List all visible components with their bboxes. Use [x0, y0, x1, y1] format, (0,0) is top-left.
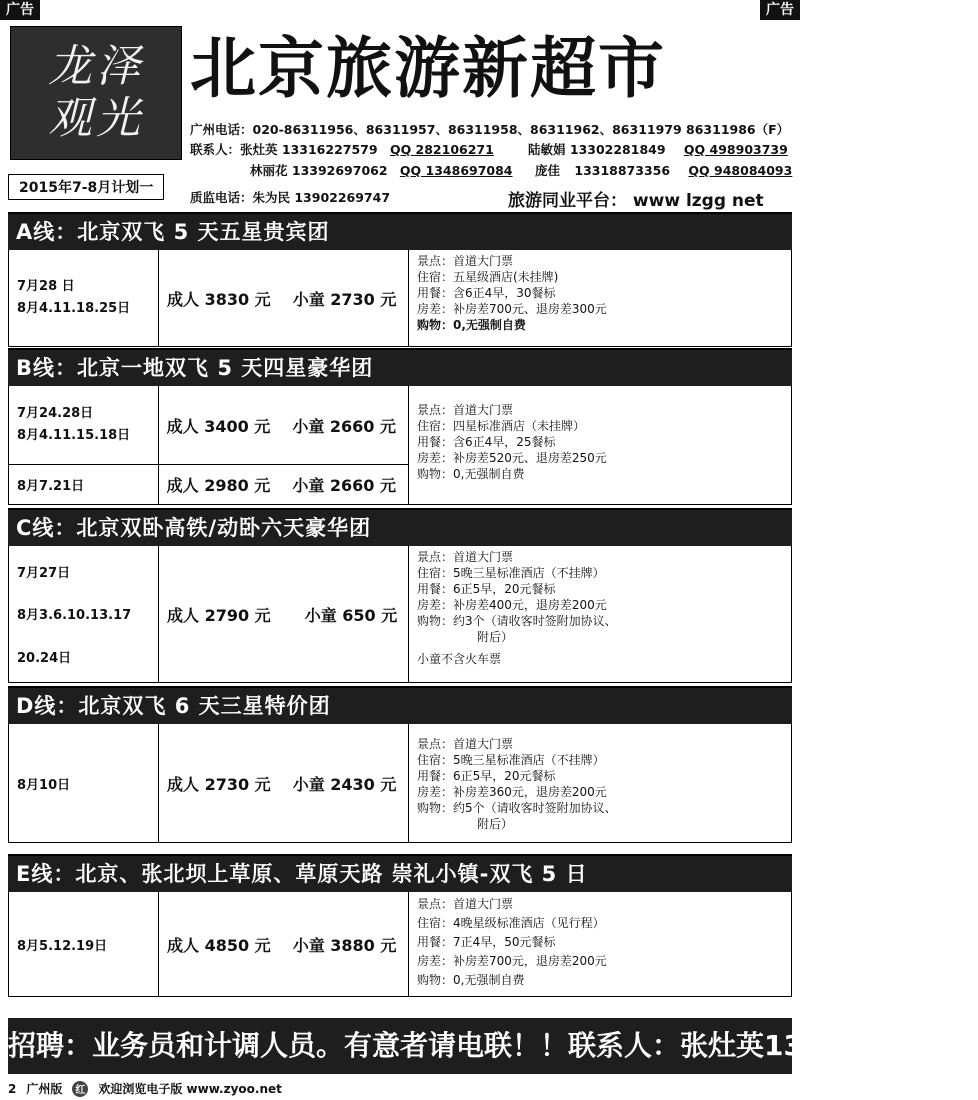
detail-line: 景点：首道大门票 — [417, 254, 514, 268]
dates — [9, 892, 159, 996]
date-line: 7月27日 — [17, 565, 71, 581]
price — [159, 724, 409, 842]
date-line: 8月4.11.15.18日 — [17, 428, 131, 443]
detail-line: 购物：0,无强制自费 — [417, 467, 525, 481]
detail-line: 住宿：五星级酒店(未挂牌) — [417, 270, 559, 284]
child-price: 小童 2430 元 — [292, 774, 397, 794]
detail-line: 景点：首道大门票 — [417, 403, 514, 417]
contact-phone: 13302281849 — [569, 142, 666, 157]
details — [409, 250, 791, 346]
detail-line: 附后） — [477, 630, 514, 644]
detail-line: 房差：补房差700元，退房差200元 — [417, 954, 607, 968]
date-line: 8月4.11.18.25日 — [17, 301, 131, 316]
adult-price: 成人 2980 元 — [166, 476, 271, 495]
price — [159, 386, 408, 464]
date-line: 8月10日 — [17, 777, 71, 793]
date-line: 8月3.6.10.13.17 — [17, 608, 132, 624]
line-title: E线：北京、张北坝上草原、草原天路 崇礼小镇-双飞 5 日 — [8, 856, 792, 892]
detail-line: 房差：补房差700元、退房差300元 — [417, 302, 607, 316]
detail-line: 购物：0,无强制自费 — [417, 318, 526, 332]
page-number: 2 — [8, 1081, 17, 1096]
child-price: 小童 3880 元 — [292, 935, 397, 955]
dates — [9, 546, 159, 682]
price — [159, 892, 409, 996]
contact-qq[interactable]: QQ 948084093 — [688, 163, 793, 178]
child-price: 小童 2730 元 — [292, 289, 397, 309]
dates — [9, 724, 159, 842]
adult-price: 成人 2730 元 — [167, 774, 271, 794]
detail-line: 住宿：5晚三星标准酒店（不挂牌） — [417, 566, 605, 580]
page-title: 北京旅游新超市 — [190, 29, 666, 107]
footer-logo-icon: 红 — [72, 1081, 88, 1097]
dates — [9, 250, 159, 346]
detail-line: 用餐：含6正4早，30餐标 — [417, 286, 556, 300]
line-c — [8, 508, 792, 683]
adult-price: 成人 4850 元 — [167, 935, 271, 955]
detail-line: 购物：约5个（请收客时签附加协议、 — [417, 801, 617, 815]
line-d — [8, 686, 792, 843]
detail-line: 用餐：含6正4早，25餐标 — [417, 435, 556, 449]
detail-line: 房差：补房差400元，退房差200元 — [417, 598, 607, 612]
line-b — [8, 348, 792, 505]
detail-line: 购物：0,无强制自费 — [417, 973, 525, 987]
detail-line: 小童不含火车票 — [417, 652, 502, 666]
contact-name: 陆敏娟 — [528, 142, 566, 157]
contact-phone: 13316227579 — [281, 142, 378, 157]
plan-label: 2015年7-8月计划一 — [8, 174, 164, 200]
details — [409, 724, 791, 842]
logo-line-2: 观光 — [48, 93, 144, 144]
ad-label-right: 广告 — [760, 0, 800, 20]
details — [409, 892, 791, 996]
contact-phone: 13318873356 — [574, 163, 671, 178]
line-a — [8, 212, 792, 347]
price — [159, 546, 409, 682]
contact-qq[interactable]: QQ 1348697084 — [399, 163, 513, 178]
contact-phone: 13392697062 — [291, 163, 388, 178]
contact-name: 林丽花 — [250, 163, 288, 178]
detail-line: 景点：首道大门票 — [417, 897, 514, 911]
detail-line: 附后） — [477, 817, 514, 831]
phone-numbers: 广州电话：020-86311956、86311957、86311958、86311962、86311979 86311986（F） — [190, 122, 790, 137]
child-price: 小童 2660 元 — [292, 476, 396, 495]
footer-text[interactable]: 欢迎浏览电子版 www.zyoo.net — [98, 1082, 282, 1096]
details — [409, 546, 791, 682]
detail-line: 住宿：5晚三星标准酒店（不挂牌） — [417, 753, 605, 767]
adult-price: 成人 3830 元 — [167, 289, 271, 309]
line-e — [8, 854, 792, 997]
detail-line: 购物：约3个（请收客时签附加协议、 — [417, 614, 617, 628]
line-title: D线：北京双飞 6 天三星特价团 — [8, 688, 792, 724]
date-line: 7月24.28日 — [17, 406, 94, 421]
contact-qq[interactable]: QQ 282106271 — [389, 142, 494, 157]
contact-name: 张灶英 — [240, 142, 278, 157]
detail-line: 住宿：4晚星级标准酒店（见行程） — [417, 916, 605, 930]
details — [409, 386, 791, 504]
adult-price: 成人 3400 元 — [166, 416, 271, 436]
child-price: 小童 2660 元 — [292, 416, 396, 436]
dates — [9, 386, 159, 464]
contact-qq[interactable]: QQ 498903739 — [683, 142, 788, 157]
line-title: A线：北京双飞 5 天五星贵宾团 — [8, 214, 792, 250]
adult-price: 成人 2790 元 — [167, 605, 271, 625]
price — [159, 465, 408, 504]
edition-label: 广州版 — [26, 1082, 63, 1096]
line-title: B线：北京一地双飞 5 天四星豪华团 — [8, 350, 792, 386]
contact-row-1 — [190, 142, 494, 158]
detail-line: 用餐：6正5早，20元餐标 — [417, 582, 556, 596]
contact-prefix: 联系人： — [190, 142, 241, 157]
detail-line: 用餐：6正5早，20元餐标 — [417, 769, 556, 783]
recruitment-banner: 招聘：业务员和计调人员。有意者请电联！！联系人：张灶英13316227579 — [8, 1018, 792, 1074]
price — [159, 250, 409, 346]
child-price: 小童 650 元 — [304, 605, 398, 625]
contact-row-4 — [535, 163, 792, 179]
detail-line: 住宿：四星标准酒店（未挂牌） — [417, 419, 586, 433]
company-logo — [10, 26, 182, 160]
logo-line-1: 龙泽 — [48, 41, 144, 92]
contact-name: 庞佳 — [535, 163, 561, 178]
contact-row-2 — [528, 142, 788, 158]
dates — [9, 465, 159, 504]
date-line: 7月28 日 — [17, 279, 75, 294]
detail-line: 景点：首道大门票 — [417, 737, 514, 751]
detail-line: 房差：补房差360元，退房差200元 — [417, 785, 607, 799]
ad-label-left: 广告 — [0, 0, 40, 20]
date-line: 8月5.12.19日 — [17, 938, 108, 954]
detail-line: 房差：补房差520元、退房差250元 — [417, 451, 607, 465]
page-footer — [8, 1080, 282, 1097]
detail-line: 景点：首道大门票 — [417, 550, 514, 564]
detail-line: 用餐：7正4早，50元餐标 — [417, 935, 556, 949]
date-line: 8月7.21日 — [17, 479, 85, 494]
supervision-phone: 质监电话：朱为民 13902269747 — [190, 190, 391, 205]
date-line: 20.24日 — [17, 651, 72, 667]
platform-url[interactable]: 旅游同业平台： www lzgg net — [508, 191, 764, 211]
contact-row-3 — [250, 163, 513, 179]
line-title: C线：北京双卧高铁/动卧六天豪华团 — [8, 510, 792, 546]
